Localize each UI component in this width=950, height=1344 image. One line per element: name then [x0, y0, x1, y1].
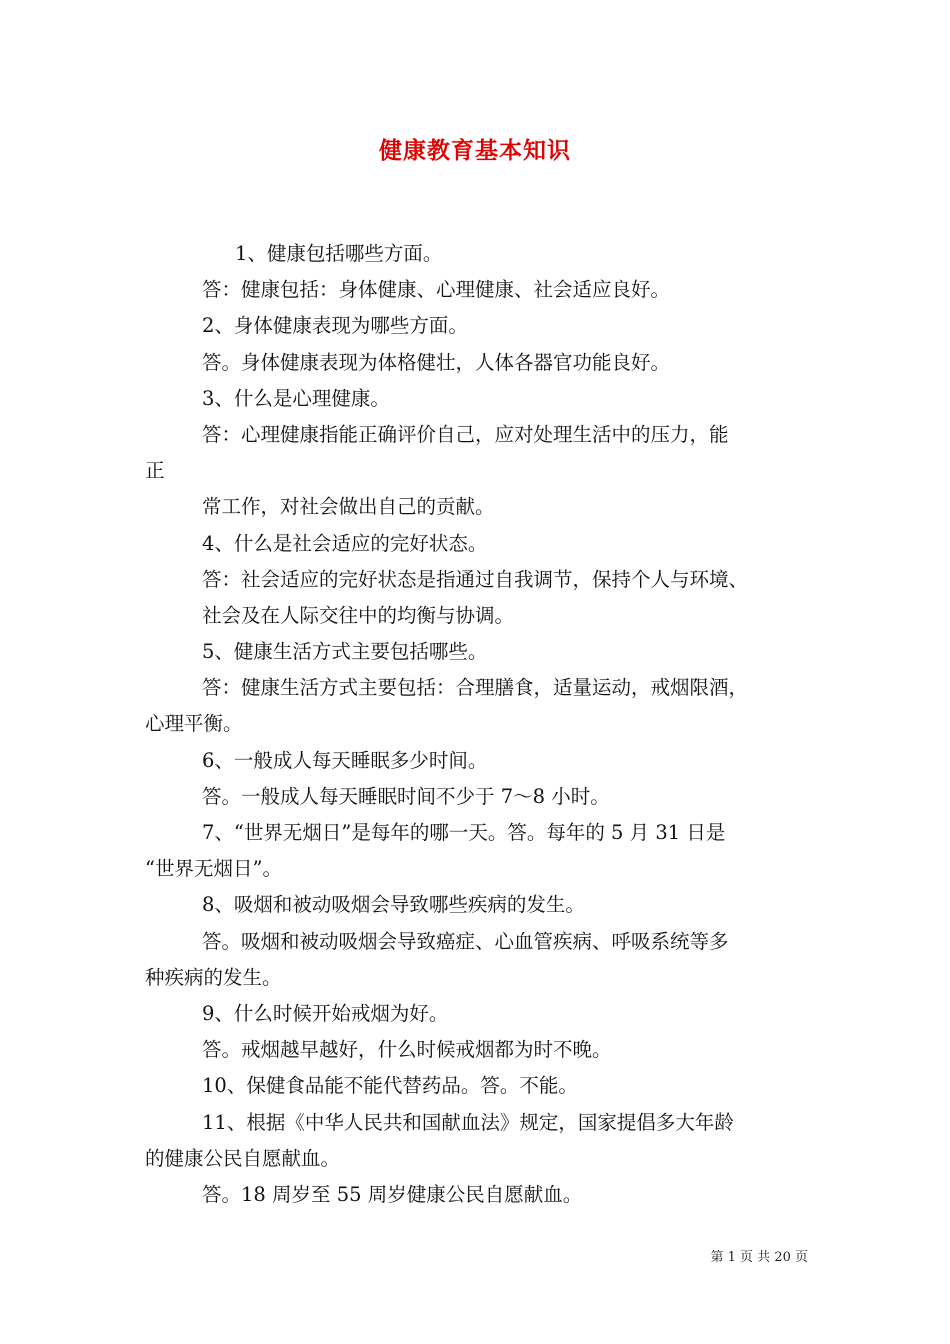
- text-line: 常工作，对社会做出自己的贡献。: [202, 495, 495, 519]
- text-line: 答。身体健康表现为体格健壮，人体各器官功能良好。: [202, 350, 671, 374]
- text-line: 1、健康包括哪些方面。: [235, 242, 443, 265]
- text-line: 6、一般成人每天睡眠多少时间。: [202, 748, 488, 772]
- text-line: 社会及在人际交往中的均衡与协调。: [202, 603, 515, 627]
- text-line: 答：心理健康指能正确评价自己，应对处理生活中的压力，能: [202, 422, 729, 446]
- document-title: 健康教育基本知识: [379, 137, 571, 164]
- text-line: 正: [145, 459, 165, 483]
- text-line: 5、健康生活方式主要包括哪些。: [202, 640, 488, 664]
- text-line: 10、保健食品能不能代替药品。答。不能。: [202, 1074, 578, 1098]
- text-line: 答。18 周岁至 55 周岁健康公民自愿献血。: [202, 1182, 583, 1206]
- page-footer: 第 1 页 共 20 页: [710, 1250, 808, 1265]
- text-line: 7、“世界无烟日”是每年的哪一天。答。每年的 5 月 31 日是: [202, 821, 726, 844]
- text-line: 的健康公民自愿献血。: [145, 1146, 341, 1170]
- text-line: 答：健康生活方式主要包括：合理膳食，适量运动，戒烟限酒，: [202, 676, 749, 700]
- text-line: 答：社会适应的完好状态是指通过自我调节，保持个人与环境、: [202, 567, 749, 591]
- text-line: 答。戒烟越早越好，什么时候戒烟都为时不晚。: [202, 1038, 612, 1062]
- text-line: “世界无烟日”。: [145, 857, 282, 881]
- text-line: 种疾病的发生。: [145, 965, 282, 989]
- text-line: 答：健康包括：身体健康、心理健康、社会适应良好。: [202, 278, 671, 302]
- text-line: 9、什么时候开始戒烟为好。: [202, 1001, 449, 1025]
- document-body: [145, 236, 810, 1213]
- text-line: 8、吸烟和被动吸烟会导致哪些疾病的发生。: [202, 893, 585, 917]
- text-line: 心理平衡。: [145, 712, 243, 736]
- text-line: 答。吸烟和被动吸烟会导致癌症、心血管疾病、呼吸系统等多: [202, 929, 729, 953]
- text-line: 2、身体健康表现为哪些方面。: [202, 314, 468, 338]
- text-line: 11、根据《中华人民共和国献血法》规定，国家提倡多大年龄: [202, 1110, 734, 1134]
- text-line: 答。一般成人每天睡眠时间不少于 7～8 小时。: [202, 784, 610, 808]
- text-line: 3、什么是心理健康。: [202, 386, 390, 410]
- text-line: 4、什么是社会适应的完好状态。: [202, 531, 488, 555]
